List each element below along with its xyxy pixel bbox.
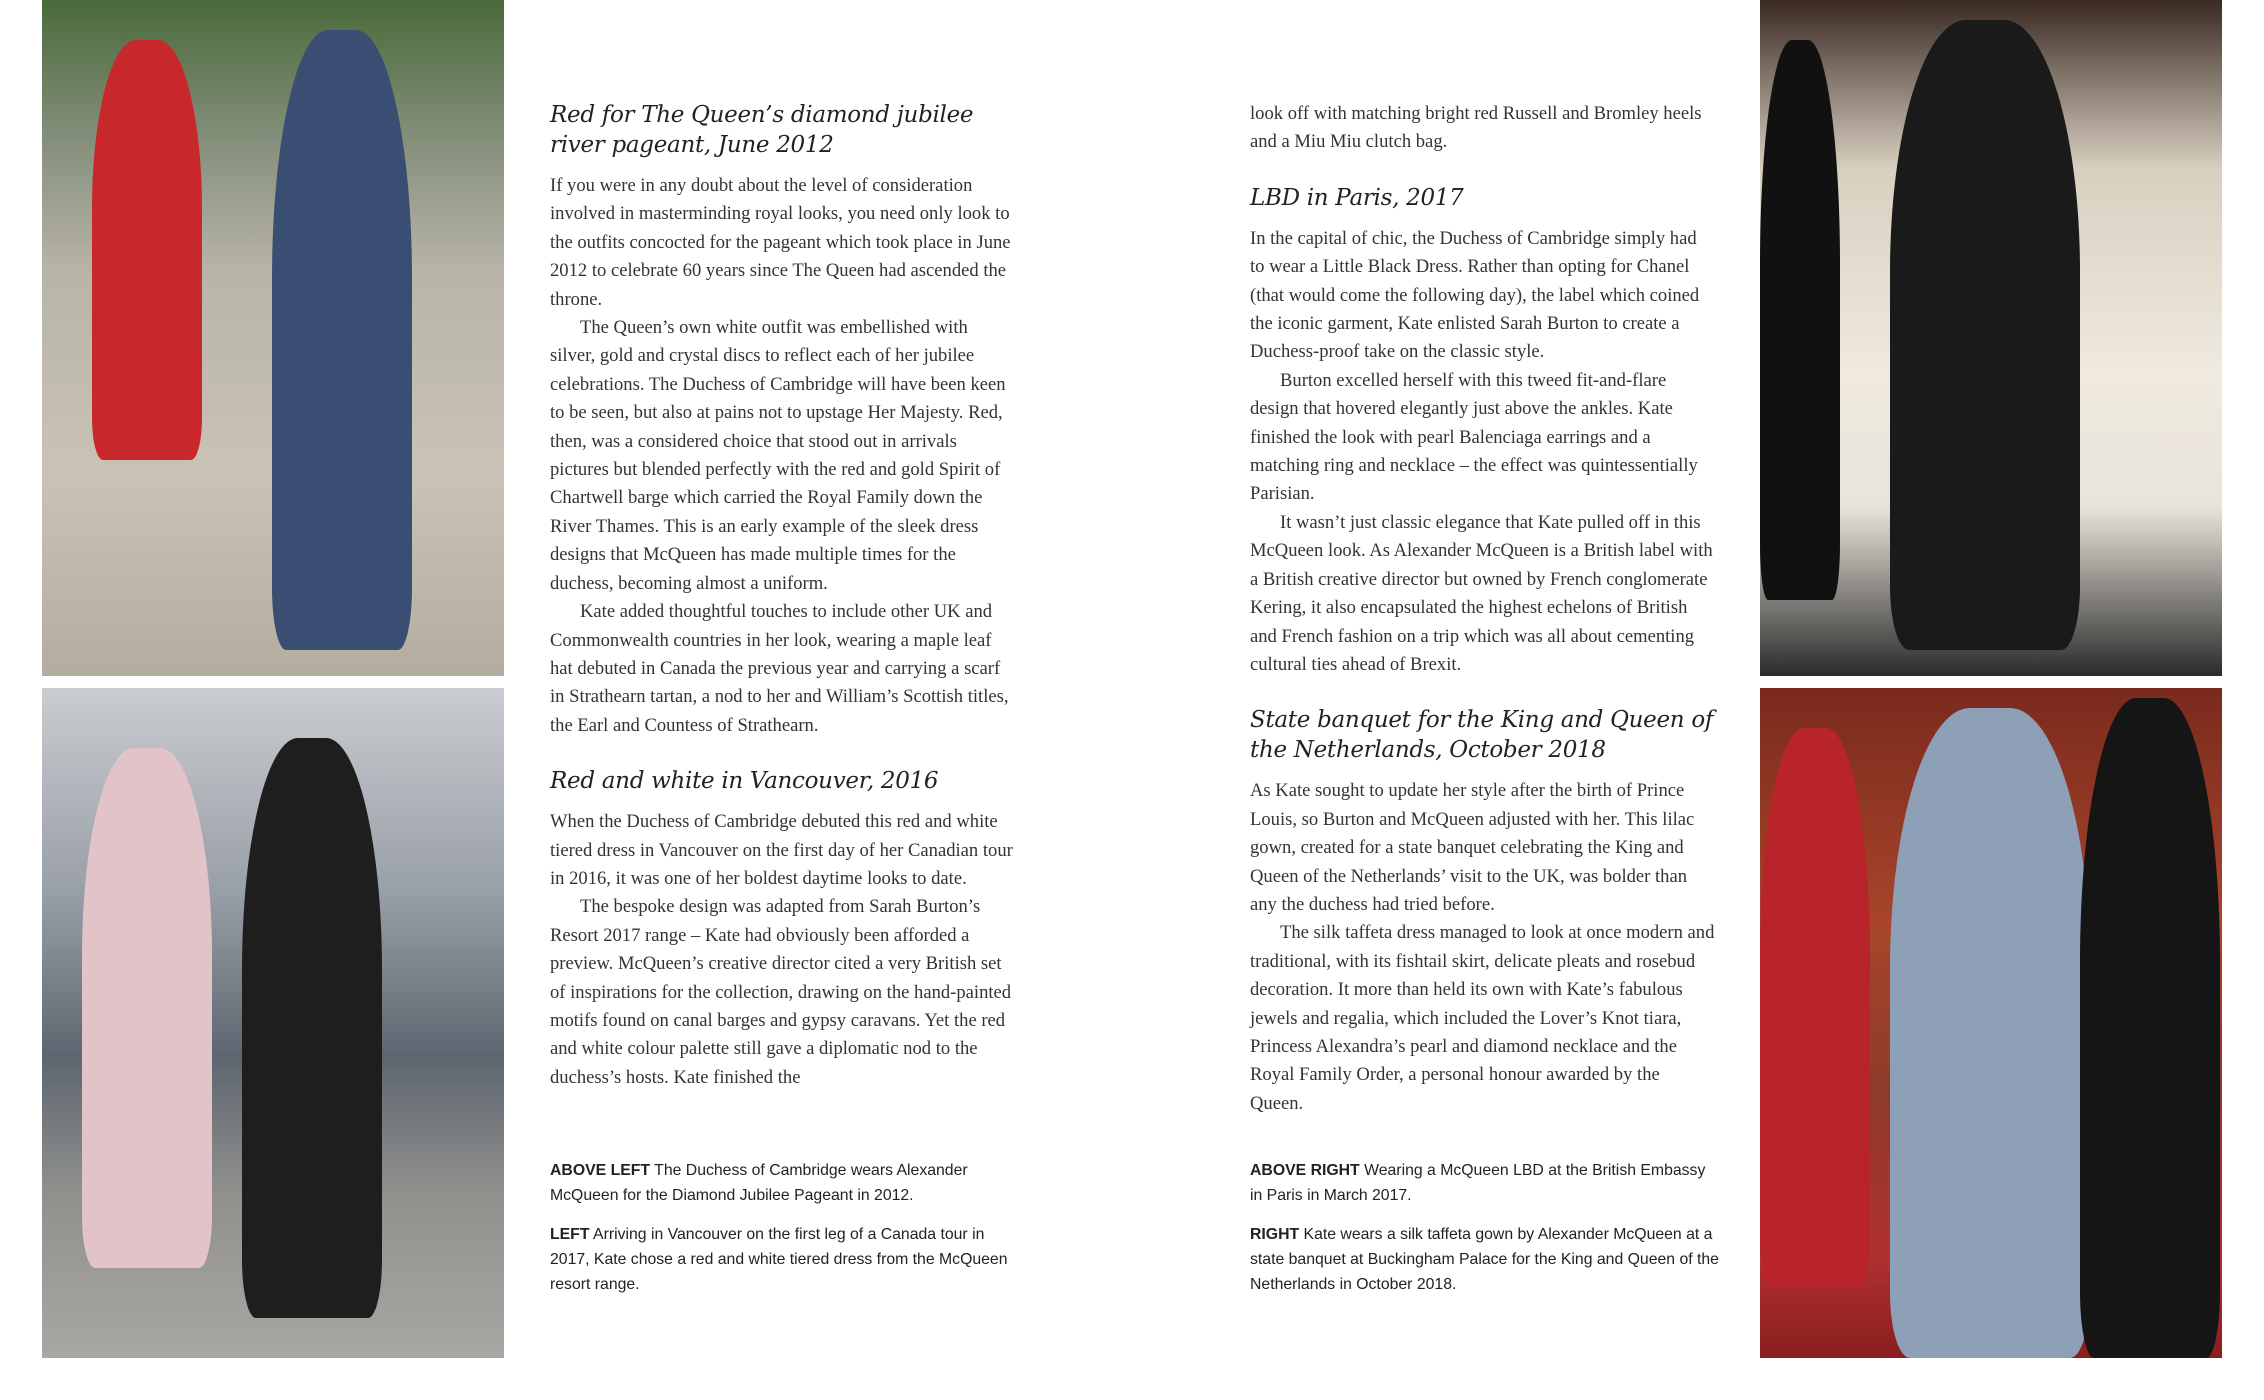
figure-taffeta-gown: [1890, 708, 2090, 1358]
paragraph: It wasn’t just classic elegance that Kate pulled off in this McQueen look. As Alexander McQueen is a British label with a British creative director but owned by French conglomerate Kering, it also encapsulated the highest echelons of British and French fashion on a trip which was all about cementing cultural ties ahead of Brexit.: [1250, 511, 1713, 675]
section-heading: Red for The Queen’s diamond jubilee river pageant, June 2012: [550, 102, 974, 158]
caption-text: Arriving in Vancouver on the first leg of a Canada tour in 2017, Kate chose a red and white tiered dress from the McQueen resort range.: [550, 1226, 1008, 1293]
caption-right: [1250, 1222, 1720, 1297]
photo-state-banquet: [1760, 688, 2222, 1358]
left-text-column: [550, 100, 1015, 1092]
photo-paris-lbd: [1760, 0, 2222, 676]
paragraph: When the Duchess of Cambridge debuted this red and white tiered dress in Vancouver on the first day of her Canadian tour in 2016, it was one of her boldest daytime looks to date.: [550, 811, 1013, 889]
paragraph: Kate added thoughtful touches to include other UK and Commonwealth countries in her look, wearing a maple leaf hat debuted in Canada the previous year and carrying a scarf in Strathearn tartan, a nod to her and William’s Scottish titles, the Earl and Countess of Strathearn.: [550, 601, 1009, 736]
photo-jubilee-red-dress: [42, 0, 504, 676]
caption-above-left: [550, 1158, 1020, 1208]
section-paris: [1250, 183, 1715, 680]
section-state-banquet: [1250, 705, 1715, 1118]
continuation-paragraph: look off with matching bright red Russell and Bromley heels and a Miu Miu clutch bag.: [1250, 103, 1702, 153]
section-vancouver: [550, 766, 1015, 1092]
caption-label: RIGHT: [1250, 1226, 1300, 1243]
figure-white-red-dress: [82, 748, 212, 1268]
left-captions: [550, 1158, 1020, 1311]
section-heading: LBD in Paris, 2017: [1250, 184, 1464, 211]
paragraph: The silk taffeta dress managed to look at once modern and traditional, with its fishtail skirt, delicate pleats and rosebud decoration. It more than held its own with Kate’s fabulous jewels and regalia, which included the Lover’s Knot tiara, Princess Alexandra’s pearl and diamond necklace and the Royal Family Order, a personal honour awarded by the Queen.: [1250, 922, 1715, 1114]
caption-text: The Duchess of Cambridge wears Alexander McQueen for the Diamond Jubilee Pageant in 2012.: [550, 1162, 968, 1204]
section-jubilee: [550, 100, 1015, 740]
paragraph: In the capital of chic, the Duchess of Cambridge simply had to wear a Little Black Dress. Rather than opting for Chanel (that would come the following day), the label which coined the iconic garment, Kate enlisted Sarah Burton to create a Duchess-proof take on the classic style.: [1250, 227, 1700, 363]
caption-label: LEFT: [550, 1226, 590, 1243]
paragraph: As Kate sought to update her style after the birth of Prince Louis, so Burton and McQueen adjusted with her. This lilac gown, created for a state banquet celebrating the King and Queen of the Netherlands’ visit to the UK, was bolder than any the duchess had tried before.: [1250, 780, 1695, 915]
paragraph: Burton excelled herself with this tweed fit-and-flare design that hovered elegantly just above the ankles. Kate finished the look with pearl Balenciaga earrings and a matching ring and necklace – the effect was quintessentially Parisian.: [1250, 369, 1698, 505]
paragraph: The bespoke design was adapted from Sarah Burton’s Resort 2017 range – Kate had obviously been afforded a preview. McQueen’s creative director cited a very British set of inspirations for the collection, drawing on the hand-painted motifs found on canal barges and gypsy caravans. Yet the red and white colour palette still gave a diplomatic nod to the duchess’s hosts. Kate finished the: [550, 896, 1012, 1088]
section-heading: Red and white in Vancouver, 2016: [550, 768, 939, 795]
caption-text: Kate wears a silk taffeta gown by Alexander McQueen at a state banquet at Buckingham Palace for the King and Queen of the Netherlands in October 2018.: [1250, 1226, 1719, 1293]
caption-label: ABOVE RIGHT: [1250, 1162, 1360, 1179]
caption-text: Wearing a McQueen LBD at the British Embassy in Paris in March 2017.: [1250, 1162, 1706, 1204]
figure-red-dress: [92, 40, 202, 460]
section-heading: State banquet for the King and Queen of the Netherlands, October 2018: [1250, 707, 1714, 764]
right-text-column: [1250, 100, 1715, 1118]
figure-uniform: [272, 30, 412, 650]
paragraph: The Queen’s own white outfit was embellished with silver, gold and crystal discs to reflect each of her jubilee celebrations. The Duchess of Cambridge will have been keen to be seen, but also at pains not to upstage Her Majesty. Red, then, was a considered choice that stood out in arrivals pictures but blended perfectly with the red and gold Spirit of Chartwell barge which carried the Royal Family down the River Thames. This is an early example of the sleek dress designs that McQueen has made multiple times for the duchess, becoming almost a uniform.: [550, 317, 1006, 594]
figure-black-dress: [1890, 20, 2080, 650]
right-captions: [1250, 1158, 1720, 1311]
figure-naval-uniform: [2080, 698, 2220, 1358]
figure-dark-suit: [242, 738, 382, 1318]
caption-left: [550, 1222, 1020, 1297]
paragraph: If you were in any doubt about the level of consideration involved in masterminding royal looks, you need only look to the outfits concocted for the pageant which took place in June 2012 to celebrate 60 years since The Queen had ascended the throne.: [550, 175, 1011, 310]
figure-yeoman: [1760, 728, 1870, 1288]
photo-vancouver-dress: [42, 688, 504, 1358]
figure-left: [1760, 40, 1840, 600]
caption-label: ABOVE LEFT: [550, 1162, 651, 1179]
caption-above-right: [1250, 1158, 1720, 1208]
